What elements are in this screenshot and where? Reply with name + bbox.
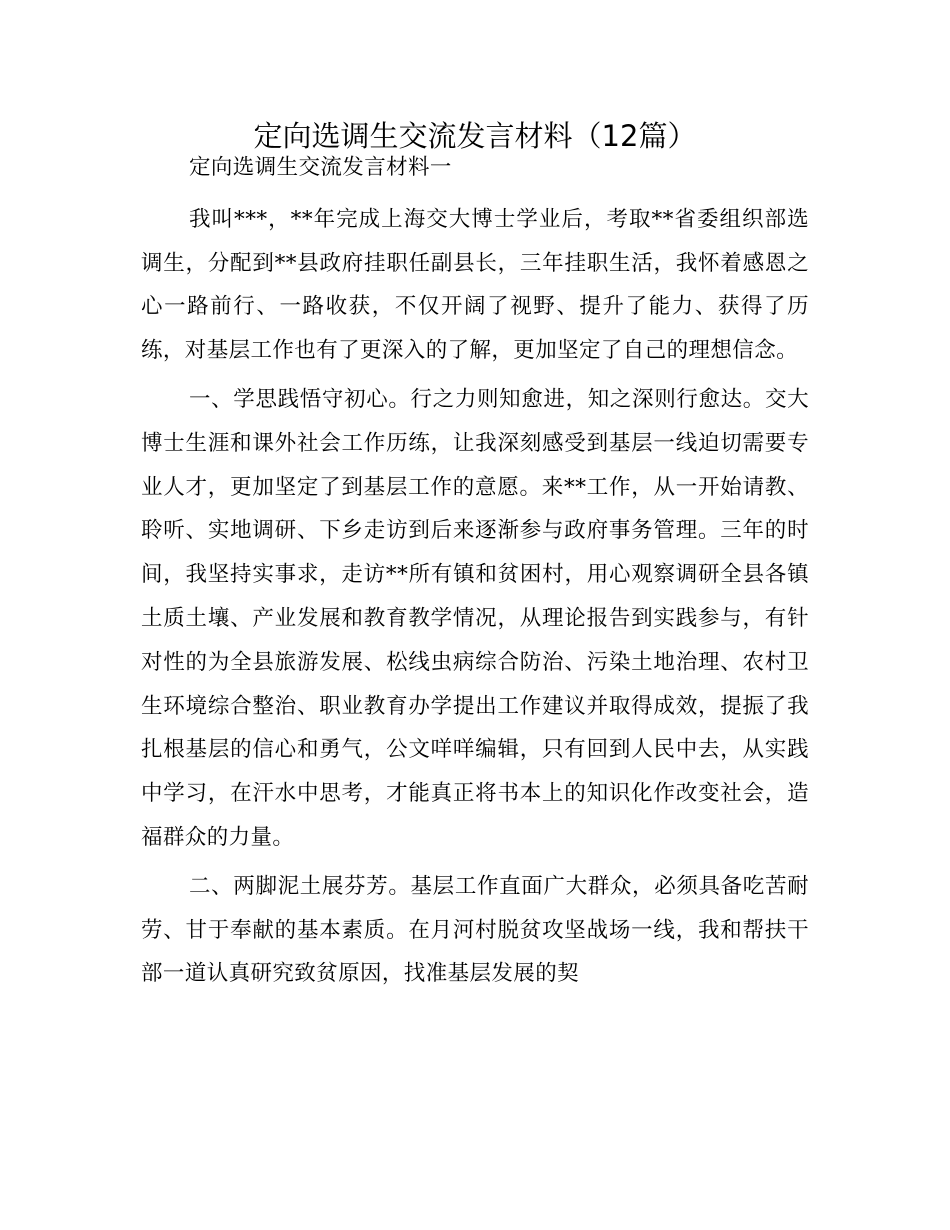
document-body [141, 146, 809, 996]
document-title: 定向选调生交流发言材料（12篇） [253, 119, 697, 153]
paragraph-intro: 我叫***，**年完成上海交大博士学业后，考取**省委组织部选调生，分配到**县政府挂职任副县长，三年挂职生活，我怀着感恩之心一路前行、一路收获，不仅开阔了视野、提升了能力、获得了历练，对基层工作也有了更深入的了解，更加坚定了自己的理想信念。 [141, 206, 809, 364]
paragraph-section-two: 二、两脚泥土展芬芳。基层工作直面广大群众，必须具备吃苦耐劳、甘于奉献的基本素质。在月河村脱贫攻坚战场一线，我和帮扶干部一道认真研究致贫原因，找准基层发展的契 [141, 873, 809, 987]
section-subtitle: 定向选调生交流发言材料一 [189, 155, 452, 180]
paragraph-section-one: 一、学思践悟守初心。行之力则知愈进，知之深则行愈达。交大博士生涯和课外社会工作历练，让我深刻感受到基层一线迫切需要专业人才，更加坚定了到基层工作的意愿。来**工作，从一开始请教、聆听、实地调研、下乡走访到后来逐渐参与政府事务管理。三年的时间，我坚持实事求，走访**所有镇和贫困村，用心观察调研全县各镇土质土壤、产业发展和教育教学情况，从理论报告到实践参与，有针对性的为全县旅游发展、松线虫病综合防治、污染土地治理、农村卫生环境综合整治、职业教育办学提出工作建议并取得成效，提振了我扎根基层的信心和勇气，公文咩咩编辑，只有回到人民中去，从实践中学习，在汗水中思考，才能真正将书本上的知识化作改变社会，造福群众的力量。 [141, 386, 809, 850]
